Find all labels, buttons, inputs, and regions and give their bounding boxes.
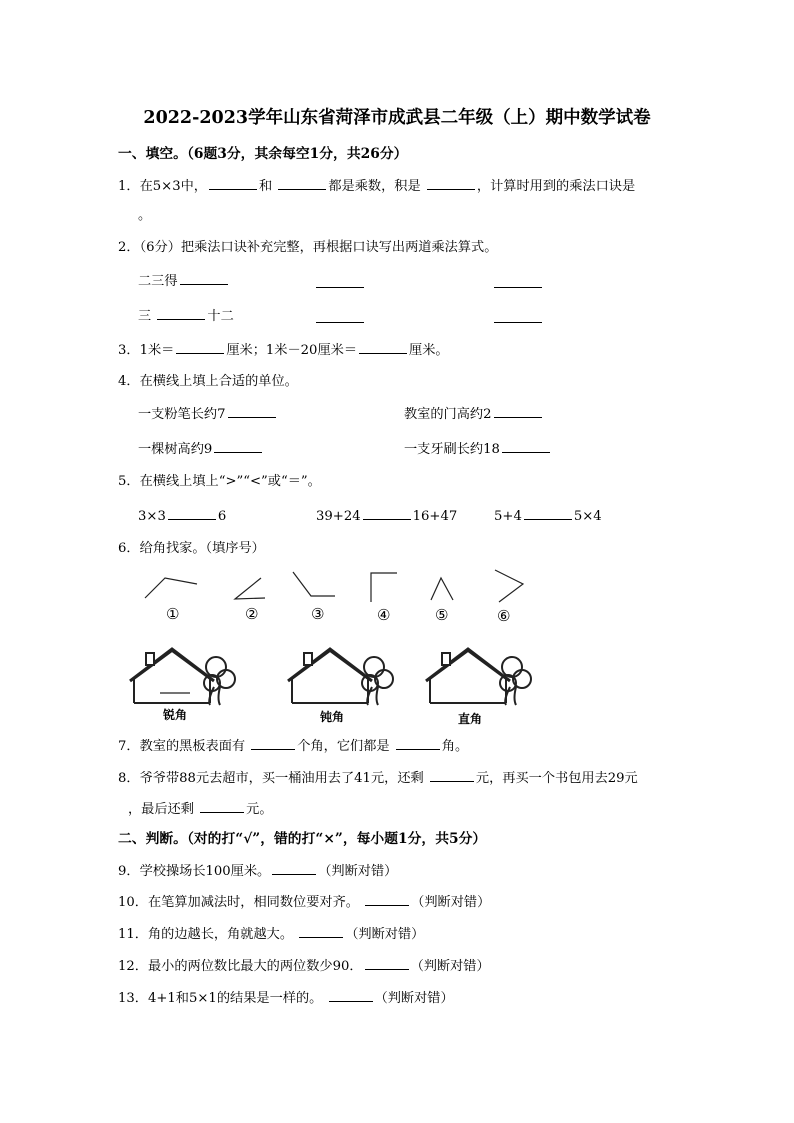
answer-blank[interactable] <box>365 893 409 906</box>
angle-number-6: ⑥ <box>497 607 511 625</box>
question-2-row-1: 二三得 <box>138 272 230 291</box>
answer-blank[interactable] <box>363 507 411 520</box>
answer-blank[interactable] <box>316 321 364 323</box>
angle-6 <box>495 570 523 602</box>
question-1: 1．在5×3中， 和 都是乘数，积是 ，计算时用到的乘法口诀是 <box>118 179 636 194</box>
question-11: 11．角的边越长，角就越大。 （判断对错） <box>118 927 425 942</box>
question-4: 4．在横线上填上合适的单位。 <box>118 374 298 389</box>
house-label-obtuse: 钝角 <box>320 710 345 724</box>
answer-blank[interactable] <box>494 321 542 323</box>
question-2-row-2: 三 十二 <box>138 309 234 324</box>
question-5-b: 39+24 16+47 <box>316 509 458 524</box>
question-1-end: 。 <box>138 208 152 223</box>
question-2: 2．（6分）把乘法口诀补充完整，再根据口诀写出两道乘法算式。 <box>118 240 498 255</box>
question-5: 5．在横线上填上“>”“<”或“＝”。 <box>118 474 321 489</box>
question-5-a: 3×3 6 <box>138 509 227 524</box>
angle-number-4: ④ <box>377 606 391 624</box>
answer-blank[interactable] <box>251 737 295 750</box>
answer-blank[interactable] <box>494 286 542 288</box>
section-2-heading: 二、判断。（对的打“√”，错的打“×”，每小题1分，共5分） <box>118 831 487 847</box>
page-title: 2022-2023学年山东省菏泽市成武县二年级（上）期中数学试卷 <box>143 108 651 128</box>
answer-blank[interactable] <box>272 862 316 875</box>
answer-blank[interactable] <box>299 925 343 938</box>
answer-blank[interactable] <box>494 405 542 418</box>
house-right-icon <box>424 645 534 707</box>
house-acute-icon <box>128 645 238 707</box>
answer-blank[interactable] <box>427 177 475 190</box>
answer-blank[interactable] <box>502 440 550 453</box>
answer-blank[interactable] <box>214 440 262 453</box>
answer-blank[interactable] <box>316 286 364 288</box>
answer-blank[interactable] <box>228 405 276 418</box>
question-7: 7．教室的黑板表面有 个角，它们都是 角。 <box>118 739 469 754</box>
house-obtuse-icon <box>286 645 396 707</box>
angle-1 <box>145 578 197 598</box>
question-5-c: 5+4 5×4 <box>494 509 602 524</box>
answer-blank[interactable] <box>209 177 257 190</box>
question-8: 8．爷爷带88元去超市，买一桶油用去了41元，还剩 元，再买一个书包用去29元 <box>118 771 638 786</box>
answer-blank[interactable] <box>157 307 205 320</box>
answer-blank[interactable] <box>365 957 409 970</box>
answer-blank[interactable] <box>200 800 244 813</box>
question-12: 12．最小的两位数比最大的两位数少90． （判断对错） <box>118 959 490 974</box>
angle-2 <box>235 578 265 599</box>
answer-blank[interactable] <box>176 341 224 354</box>
question-4-d: 一支牙刷长约18 <box>404 440 552 459</box>
house-label-acute: 锐角 <box>163 708 188 722</box>
answer-blank[interactable] <box>524 507 572 520</box>
answer-blank[interactable] <box>180 272 228 285</box>
angle-number-3: ③ <box>311 605 325 623</box>
house-label-right: 直角 <box>458 712 483 726</box>
answer-blank[interactable] <box>329 989 373 1002</box>
question-4-b: 教室的门高约2 <box>404 405 544 424</box>
answer-blank[interactable] <box>396 737 440 750</box>
angle-number-2: ② <box>245 605 259 623</box>
answer-blank[interactable] <box>278 177 326 190</box>
answer-blank[interactable] <box>168 507 216 520</box>
answer-blank[interactable] <box>430 769 474 782</box>
angle-figures <box>135 566 535 608</box>
question-4-a: 一支粉笔长约7 <box>138 405 278 424</box>
angle-number-5: ⑤ <box>435 606 449 624</box>
section-1-heading: 一、填空。（6题3分，其余每空1分，共26分） <box>118 146 408 162</box>
angle-number-1: ① <box>166 605 180 623</box>
angle-5 <box>431 578 453 600</box>
answer-blank[interactable] <box>359 341 407 354</box>
question-8-cont: ，最后还剩 元。 <box>128 802 273 817</box>
question-4-c: 一棵树高约9 <box>138 440 264 459</box>
question-6: 6．给角找家。（填序号） <box>118 541 265 556</box>
angle-4 <box>371 573 397 602</box>
angle-3 <box>293 572 335 596</box>
question-9: 9．学校操场长100厘米。 （判断对错） <box>118 864 398 879</box>
question-13: 13．4+1和5×1的结果是一样的。 （判断对错） <box>118 991 454 1006</box>
question-10: 10．在笔算加减法时，相同数位要对齐。 （判断对错） <box>118 895 491 910</box>
question-3: 3．1米＝ 厘米；1米－20厘米＝ 厘米。 <box>118 343 449 358</box>
